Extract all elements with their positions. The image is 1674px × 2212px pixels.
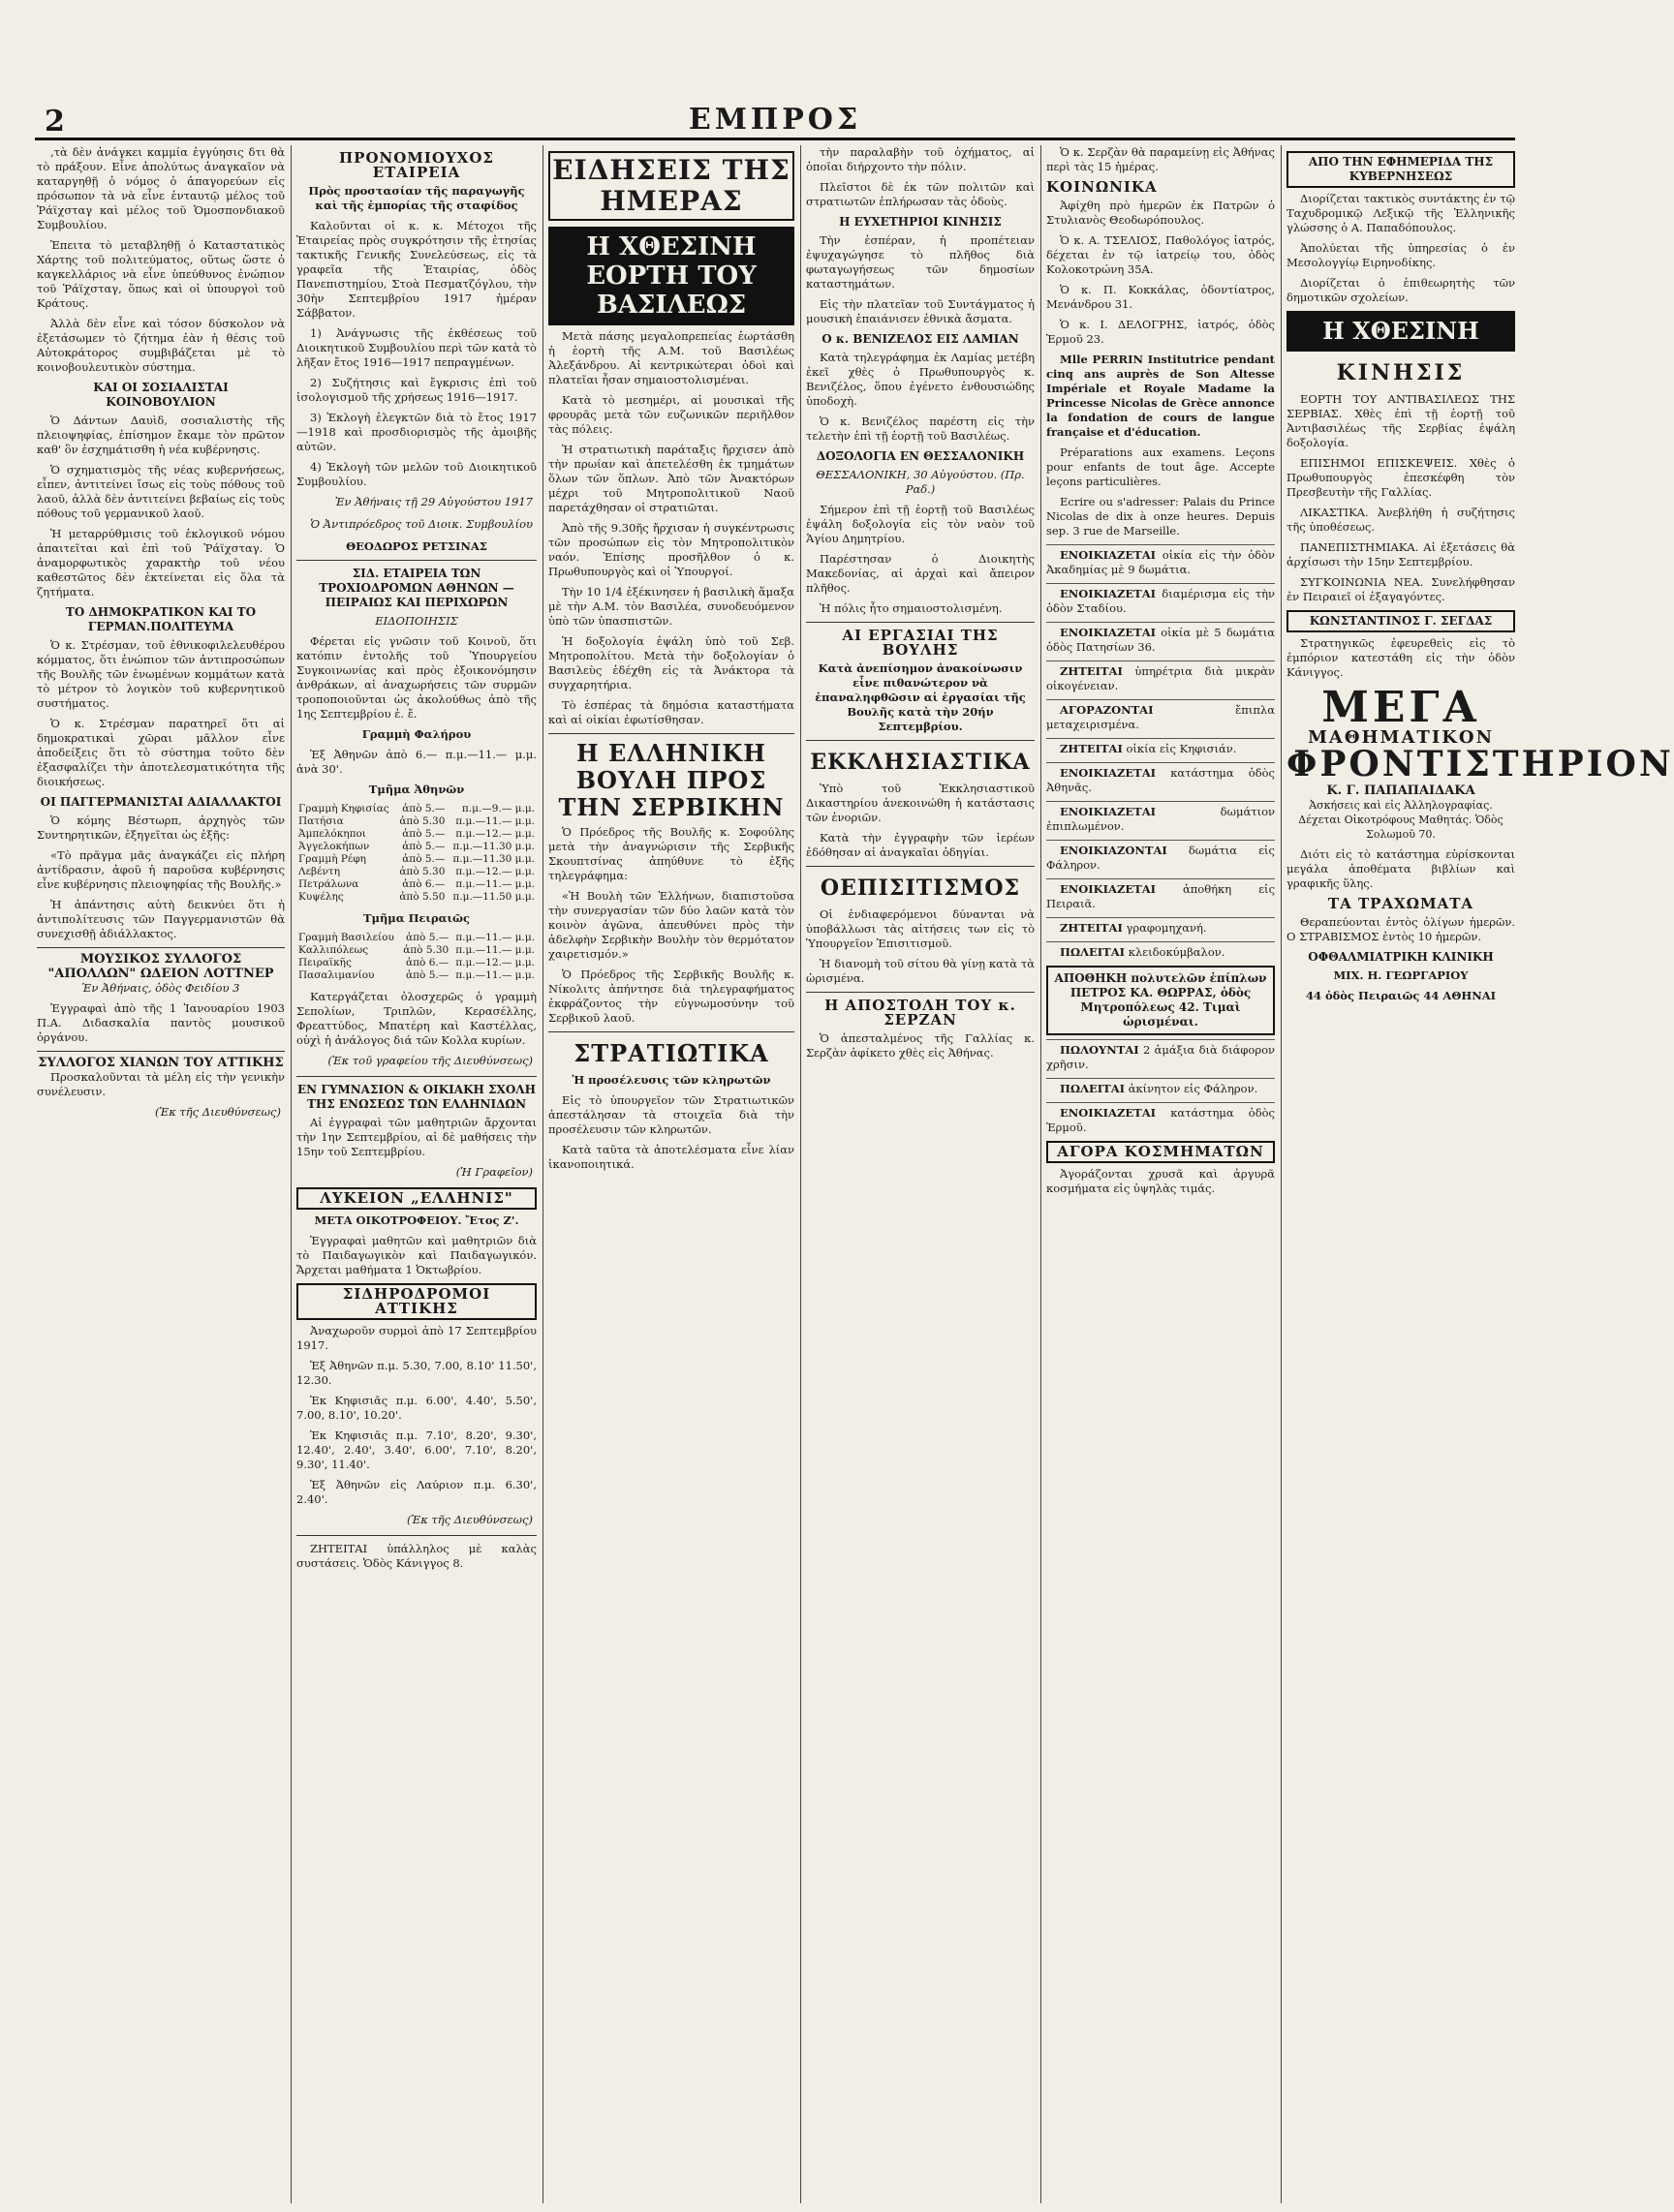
- ad-signature: (Ἐκ τῆς Διευθύνσεως): [154, 1105, 281, 1119]
- article-paragraph: τὴν παραλαβὴν τοῦ ὀχήματος, αἱ ὁποῖαι διήρχοντο τὴν πόλιν.: [806, 145, 1035, 173]
- french-notice: Ecrire ou s'adresser: Palais du Prince Nicolas de dix à onze heures. Depuis sep. 3 rue de Marseille.: [1046, 495, 1275, 538]
- classified-ad-keyword: ΕΝΟΙΚΙΑΖΕΤΑΙ: [1060, 548, 1156, 562]
- classified-ad-text: δωμάτια εἰς Φάληρον.: [1046, 844, 1275, 872]
- article-paragraph: Ὁ κ. Σερζὰν θὰ παραμείνῃ εἰς Ἀθήνας περὶ τὰς 15 ἡμέρας.: [1046, 145, 1275, 173]
- article-paragraph: Εἰς τὴν πλατεῖαν τοῦ Συντάγματος ἡ μουσικὴ ἐπαιάνισεν ἐθνικὰ ἄσματα.: [806, 297, 1035, 325]
- classified-ad: [1046, 1039, 1275, 1072]
- divider: [296, 1535, 537, 1536]
- article-paragraph: Ἀφίχθη πρὸ ἡμερῶν ἐκ Πατρῶν ὁ Στυλιανὸς Θεοδωρόπουλος.: [1046, 199, 1275, 227]
- timetable-cell: ἀπὸ 6.—: [402, 878, 446, 890]
- article-heading: ΣΙΔΗΡΟΔΡΟΜΟΙ ΑΤΤΙΚΗΣ: [296, 1283, 537, 1320]
- classified-ad: [1046, 941, 1275, 960]
- divider: [548, 733, 794, 734]
- article-paragraph: Κατεργάζεται ὁλοσχερῶς ὁ γραμμὴ Σεπολίων, Τριπλῶν, Κερασέλλης, Φρεαττύδος, Μπατέρη καὶ Καστέλλας, οὐχὶ ἡ ἀνάλογος διά τῶν Κολλα κυρίων.: [296, 990, 537, 1047]
- timetable-cell: ἀπὸ 5.—: [402, 828, 446, 840]
- timetable-cell: Πετράλωνα: [298, 878, 359, 890]
- article-paragraph: Κατὰ τὴν ἐγγραφὴν τῶν ἱερέων ἐδόθησαν αἱ ἀναγκαῖαι ὁδηγίαι.: [806, 831, 1035, 859]
- french-notice: Mlle PERRIN Institutrice pendant cinq ans auprès de Son Altesse Impériale et Royale Madame la Princesse Nicolas de Grèce annonce la fondation de cours de langue française et d'éducation.: [1046, 353, 1275, 439]
- ad-title: ΣΥΛΛΟΓΟΣ ΧΙΑΝΩΝ ΤΟΥ ΑΤΤΙΚΗΣ: [38, 1056, 284, 1070]
- classified-ad: [1046, 762, 1275, 795]
- article-paragraph: Εἰς τὸ ὑπουργεῖον τῶν Στρατιωτικῶν ἀπεστάλησαν τὰ στοιχεῖα διὰ τὴν προσέλευσιν τῶν κληρωτῶν.: [548, 1093, 794, 1136]
- ad-text: Προσκαλοῦνται τὰ μέλη εἰς τὴν γενικὴν συνέλευσιν.: [37, 1070, 285, 1098]
- page-number: 2: [45, 105, 65, 138]
- timetable-cell: Ἀμπελόκηποι: [298, 828, 366, 840]
- address: 44 ὁδὸς Πειραιῶς 44 ΑΘΗΝΑΙ: [1305, 989, 1497, 1002]
- article-heading: ΟΕΠΙΣΙΤΙΣΜΟΣ: [820, 876, 1021, 901]
- timetable-cell: π.μ.—11.— μ.μ.: [455, 944, 535, 956]
- article-paragraph: Διορίζεται ὁ ἐπιθεωρητὴς τῶν δημοτικῶν σχολείων.: [1286, 276, 1515, 304]
- ad-text: Ἀσκήσεις καὶ εἰς Ἀλληλογραφίας. Δέχεται Οἰκοτρόφους Μαθητάς. Ὁδὸς Σολωμοῦ 70.: [1298, 799, 1504, 841]
- timetable-cell: ἀπὸ 5.—: [402, 853, 446, 865]
- ad-word: ΦΡΟΝΤΙΣΤΗΡΙΟΝ: [1286, 744, 1674, 784]
- article-paragraph: Ἡ διανομὴ τοῦ σίτου θὰ γίνῃ κατὰ τὰ ὡρισμένα.: [806, 957, 1035, 985]
- classified-ad-keyword: ΕΝΟΙΚΙΑΖΕΤΑΙ: [1060, 587, 1156, 600]
- article-paragraph: Παρέστησαν ὁ Διοικητὴς Μακεδονίας, αἱ ἀρχαὶ καὶ ἄπειρον πλῆθος.: [806, 552, 1035, 595]
- classified-ad-text: γραφομηχανή.: [1126, 921, 1207, 935]
- article-heading: ΤΟ ΔΗΜΟΚΡΑΤΙΚΟΝ ΚΑΙ ΤΟ ΓΕΡΜΑΝ.ΠΟΛΙΤΕΥΜΑ: [65, 605, 257, 633]
- timetable-cell: Γραμμὴ Βασιλείου: [298, 932, 394, 943]
- timetable-cell: Λεβέντη: [298, 866, 341, 877]
- article-heading: ΟΦΘΑΛΜΙΑΤΡΙΚΗ ΚΛΙΝΙΚΗ: [1308, 950, 1494, 964]
- classified-ad: [1046, 699, 1275, 732]
- timetable-cell: π.μ.—12.— μ.μ.: [455, 866, 535, 877]
- ad-title: ΜΟΥΣΙΚΟΣ ΣΥΛΛΟΓΟΣ "ΑΠΟΛΛΩΝ" ΩΔΕΙΟΝ ΛΟΤΤΝΕΡ: [47, 952, 274, 981]
- classified-ad: [1046, 801, 1275, 834]
- article-paragraph: 1) Ἀνάγνωσις τῆς ἐκθέσεως τοῦ Διοικητικοῦ Συμβουλίου περὶ τῶν κατὰ τὸ λῆξαν ἔτος 1916—1917 πεπραγμένων.: [296, 326, 537, 369]
- classified-ad-text: ἀποθήκη εἰς Πειραιᾶ.: [1046, 882, 1276, 910]
- article-paragraph: Ὁ κ. Βενιζέλος παρέστη εἰς τὴν τελετὴν ἐπὶ τῇ ἑορτῇ τοῦ Βασιλέως.: [806, 415, 1035, 443]
- article-paragraph: Ἐγγραφαὶ μαθητῶν καὶ μαθητριῶν διὰ τὸ Παιδαγωγικὸν καὶ Παιδαγωγικόν. Ἄρχεται μαθήματα 1 Ὀκτωβρίου.: [296, 1234, 537, 1276]
- article-paragraph: Ἡ μεταρρύθμισις τοῦ ἐκλογικοῦ νόμου ἀπαιτεῖται καὶ ἐπὶ τοῦ Ῥάϊχσταγ. Ὁ ἀναμορφωτικὸς χαρακτὴρ τοῦ νέου καθεστῶτος δὲν ἐκτείνεται εἰς ὅλα τὰ ζητήματα.: [37, 527, 285, 599]
- article-paragraph: ΠΑΝΕΠΙΣΤΗΜΙΑΚΑ. Αἱ ἐξετάσεις θὰ ἀρχίσωσι τὴν 15ην Σεπτεμβρίου.: [1286, 540, 1515, 568]
- timetable-cell: ἀπὸ 5.30: [403, 944, 450, 956]
- timetable-row: [296, 841, 537, 853]
- ad-name: Κ. Γ. ΠΑΠΑΠΑΙΔΑΚΑ: [1326, 783, 1475, 798]
- article-heading: Η ΑΠΟΣΤΟΛΗ ΤΟΥ κ. ΣΕΡΖΑΝ: [824, 997, 1016, 1029]
- signature-title: Ὁ Ἀντιπρόεδρος τοῦ Διοικ. Συμβουλίου: [310, 517, 533, 531]
- furniture-ad: ΑΠΟΘΗΚΗ πολυτελῶν ἐπίπλων ΠΕΤΡΟΣ ΚΑ. ΘΩΡΡΑΣ, ὁδὸς Μητροπόλεως 42. Τιμαὶ ὡρισμέναι.: [1046, 966, 1275, 1035]
- classified-ad-keyword: ΕΝΟΙΚΙΑΖΕΤΑΙ: [1060, 805, 1156, 818]
- article-paragraph: Καλοῦνται οἱ κ. κ. Μέτοχοι τῆς Ἑταιρείας πρὸς συγκρότησιν τῆς ἐτησίας τακτικῆς Γενικῆς Συνελεύσεως, εἰς τὰ γραφεῖα τῆς Ἑταιρίας, ὁδὸς Πανεπιστημίου, Στοὰ Πεσματζόγλου, τὴν 30ὴν Σεπτεμβρίου 1917 ἡμέραν Σάββατον.: [296, 219, 537, 320]
- timetable-line: Ἐξ Ἀθηνῶν εἰς Λαύριον π.μ. 6.30', 2.40'.: [296, 1478, 537, 1506]
- article-paragraph: Οἱ ἐνδιαφερόμενοι δύνανται νὰ ὑποβάλλωσι τὰς αἰτήσεις των εἰς τὸ Ὑπουργεῖον Ἐπισιτισμοῦ.: [806, 907, 1035, 950]
- article-subheading: Ἡ προσέλευσις τῶν κληρωτῶν: [572, 1073, 771, 1087]
- classified-ad: [1046, 1078, 1275, 1096]
- classified-ad-keyword: ΕΝΟΙΚΙΑΖΟΝΤΑΙ: [1060, 844, 1167, 857]
- article-subheading: ΕΙΔΟΠΟΙΗΣΙΣ: [375, 614, 458, 628]
- classified-ad-keyword: ΖΗΤΕΙΤΑΙ: [1060, 664, 1123, 678]
- line-heading: Τμῆμα Πειραιῶς: [362, 911, 471, 925]
- classified-ad: [1046, 622, 1275, 655]
- article-paragraph: ΕΠΙΣΗΜΟΙ ΕΠΙΣΚΕΨΕΙΣ. Χθὲς ὁ Πρωθυπουργὸς ἐπεσκέφθη τὸν Πρεσβευτὴν τῆς Γαλλίας.: [1286, 456, 1515, 499]
- article-subheading: ΜΙΧ. Η. ΓΕΩΡΓΑΡΙΟΥ: [1333, 968, 1469, 982]
- timetable-line: Ἐκ Κηφισιᾶς π.μ. 7.10', 8.20', 9.30', 12.40', 2.40', 3.40', 6.00', 7.10', 8.20', 9.30', 11.40'.: [296, 1429, 537, 1471]
- article-heading: ΤΑ ΤΡΑΧΩΜΑΤΑ: [1327, 895, 1474, 912]
- timetable-cell: Γραμμὴ Κηφισίας: [298, 803, 389, 814]
- article-paragraph: Ἀπολύεται τῆς ὑπηρεσίας ὁ ἐν Μεσολογγίῳ Ειρηνοδίκης.: [1286, 241, 1515, 269]
- classified-ad-keyword: ΠΩΛΟΥΝΤΑΙ: [1060, 1043, 1139, 1057]
- advertisement: [37, 1051, 285, 1120]
- timetable-cell: Πασαλιμανίου: [298, 969, 375, 981]
- classified-ads: [1046, 544, 1275, 960]
- timetable-cell: ἀπὸ 5.30: [399, 866, 446, 877]
- article-heading: ΑΙ ΕΡΓΑΣΙΑΙ ΤΗΣ ΒΟΥΛΗΣ: [842, 627, 999, 659]
- timetable-cell: π.μ.—12.— μ.μ.: [455, 828, 535, 840]
- masthead-rule: [35, 138, 1515, 140]
- article-heading: ΕΝ ΓΥΜΝΑΣΙΟΝ & ΟΙΚΙΑΚΗ ΣΧΟΛΗ ΤΗΣ ΕΝΩΣΕΩΣ ΤΩΝ ΕΛΛΗΝΙΔΩΝ: [297, 1083, 536, 1111]
- classified-ad-keyword: ΕΝΟΙΚΙΑΖΕΤΑΙ: [1060, 766, 1156, 780]
- divider: [806, 866, 1035, 867]
- ad-word: ΜΑΘΗΜΑΤΙΚΟΝ: [1307, 727, 1495, 748]
- classified-ads: [1046, 1039, 1275, 1135]
- article-paragraph: Στρατηγικῶς ἐφευρεθεὶς εἰς τὸ ἐμπόριον κατεστάθη εἰς τὴν ὁδὸν Κάνιγγος.: [1286, 636, 1515, 679]
- timetable-line: Ἐξ Ἀθηνῶν π.μ. 5.30, 7.00, 8.10' 11.50', 12.30.: [296, 1359, 537, 1387]
- classified-ad: [1046, 878, 1275, 911]
- classified-ad-keyword: ΑΓΟΡΑΖΟΝΤΑΙ: [1060, 703, 1154, 717]
- classified-ad: [1046, 917, 1275, 936]
- column-2: [296, 145, 537, 2203]
- article-paragraph: ΕΟΡΤΗ ΤΟΥ ΑΝΤΙΒΑΣΙΛΕΩΣ ΤΗΣ ΣΕΡΒΙΑΣ. Χθὲς ἐπὶ τῇ ἑορτῇ τοῦ Ἀντιβασιλέως τῆς Σερβίας ἐψάλη δοξολογία.: [1286, 392, 1515, 449]
- classified-ad-text: οἰκία εἰς Κηφισιάν.: [1126, 742, 1237, 755]
- classified-ad-text: δωμάτιον ἐπιπλωμένον.: [1046, 805, 1275, 833]
- classified-ad-text: οἰκία μὲ 5 δωμάτια ὁδὸς Πατησίων 36.: [1046, 626, 1275, 654]
- classified-ad-text: διαμέρισμα εἰς τὴν ὁδὸν Σταδίου.: [1046, 587, 1276, 615]
- classified-ad-text: οἰκία εἰς τὴν ὁδὸν Ἀκαδημίας μὲ 9 δωμάτια.: [1046, 548, 1275, 576]
- classified-ad-text: 2 ἁμάξια διὰ διάφορον χρῆσιν.: [1046, 1043, 1276, 1071]
- ad-text: Ἀγοράζονται χρυσᾶ καὶ ἀργυρᾶ κοσμήματα εἰς ὑψηλὰς τιμάς.: [1046, 1167, 1275, 1195]
- article-paragraph: Τὸ ἑσπέρας τὰ δημόσια καταστήματα καὶ αἱ οἰκίαι ἐφωτίσθησαν.: [548, 698, 794, 726]
- article-paragraph: 2) Συζήτησις καὶ ἔγκρισις ἐπὶ τοῦ ἰσολογισμοῦ τῆς χρήσεως 1916—1917.: [296, 376, 537, 404]
- column-6: [1286, 145, 1674, 2203]
- section-banner: ΕΙΔΗΣΕΙΣ ΤΗΣ ΗΜΕΡΑΣ: [548, 151, 794, 221]
- classified-ad-text: κλειδοκύμβαλον.: [1128, 945, 1225, 959]
- article-dateline: ΘΕΣΣΑΛΟΝΙΚΗ, 30 Αὐγούστου. (Πρ. Ραδ.): [816, 468, 1025, 496]
- article-paragraph: Ὁ κ. Στρέσμαν, τοῦ ἐθνικοφιλελευθέρου κόμματος, ὅτι ἐνώπιον τῶν ἀντιπροσώπων τῆς Βουλῆς τῶν ἑνωμένων κομμάτων κατὰ τὸ μέτρον τὸ λογικὸν τοῦ κυβερνητικοῦ συστήματος.: [37, 638, 285, 710]
- timetable-row: [296, 944, 537, 957]
- article-paragraph: ΣΥΓΚΟΙΝΩΝΙΑ ΝΕΑ. Συνελήφθησαν ἐν Πειραιεῖ οἱ ἐξαγαγόντες.: [1286, 575, 1515, 603]
- timetable-row: [296, 969, 537, 982]
- article-paragraph: Πλεῖστοι δὲ ἐκ τῶν πολιτῶν καὶ στρατιωτῶν ἐπλήρωσαν τὰς ὁδοὺς.: [806, 180, 1035, 208]
- divider: [806, 740, 1035, 741]
- ad-subtitle: Ἐν Ἀθήναις, ὁδὸς Φειδίου 3: [81, 981, 240, 995]
- column-divider: [1040, 145, 1041, 2203]
- divider: [548, 1031, 794, 1032]
- article-subheading: Πρὸς προστασίαν τῆς παραγωγῆς καὶ τῆς ἐμπορίας τῆς σταφίδος: [308, 184, 525, 212]
- timetable-cell: π.μ.—11.30 μ.μ.: [452, 853, 535, 865]
- article-heading: Η ΕΥΧΕΤΗΡΙΟΙ ΚΙΝΗΣΙΣ: [839, 215, 1002, 229]
- classified-ad-text: ἀκίνητον εἰς Φάληρον.: [1128, 1082, 1258, 1095]
- article-paragraph: Ἡ πόλις ἦτο σημαιοστολισμένη.: [820, 601, 1003, 615]
- article-heading: ΛΥΚΕΙΟΝ „ΕΛΛΗΝΙΣ": [296, 1187, 537, 1210]
- timetable-cell: π.μ.—11.— μ.μ.: [455, 815, 535, 827]
- timetable-row: [296, 932, 537, 944]
- timetable-row: [296, 828, 537, 841]
- classified-ad-keyword: ΕΝΟΙΚΙΑΖΕΤΑΙ: [1060, 1106, 1156, 1120]
- article-paragraph: Ὁ κ. Στρέσμαν παρατηρεῖ ὅτι αἱ δημοκρατικαὶ χῶραι μᾶλλον εἶνε ἀποδείξεις ὅτι τὸ σύστημα τοῦτο δὲν ἐξασφαλίζει τὴν ἀποτελεσματικότητα τῆς διοικήσεως.: [37, 717, 285, 788]
- section-banner: ΚΙΝΗΣΙΣ: [1336, 360, 1466, 385]
- classified-ad-text: ἔπιπλα μεταχειρισμένα.: [1046, 703, 1275, 731]
- article-heading: ΔΟΞΟΛΟΓΙΑ ΕΝ ΘΕΣΣΑΛΟΝΙΚΗ: [816, 449, 1025, 463]
- timetable: [296, 803, 537, 904]
- timetable-cell: Ἀγγελοκήπων: [298, 841, 370, 852]
- article-paragraph: Ὁ κόμης Βέστωρπ, ἀρχηγὸς τῶν Συντηρητικῶν, ἐξηγεῖται ὡς ἑξῆς:: [37, 814, 285, 842]
- classified-ad-keyword: ΕΝΟΙΚΙΑΖΕΤΑΙ: [1060, 882, 1156, 896]
- classified-ad-text: κατάστημα ὁδὸς Ἑρμοῦ.: [1046, 1106, 1276, 1134]
- timetable-cell: Γραμμὴ Ρέφη: [298, 853, 366, 865]
- timetable: [296, 932, 537, 982]
- article-paragraph: 4) Ἐκλογὴ τῶν μελῶν τοῦ Διοικητικοῦ Συμβουλίου.: [296, 460, 537, 488]
- article-paragraph: Κατὰ τηλεγράφημα ἐκ Λαμίας μετέβη ἐκεῖ χθὲς ὁ Πρωθυπουργὸς κ. Βενιζέλος, ὅπου ἐγένετο ἐνθουσιώδης ὑποδοχὴ.: [806, 351, 1035, 408]
- timetable-cell: ἀπὸ 5.—: [402, 803, 446, 814]
- classified-ad-text: κατάστημα ὁδὸς Ἀθηνᾶς.: [1046, 766, 1276, 794]
- column-4: [806, 145, 1035, 2203]
- classified-ad-text: ὑπηρέτρια διὰ μικρὰν οἰκογένειαν.: [1046, 664, 1275, 692]
- masthead: [35, 101, 1515, 138]
- column-divider: [800, 145, 801, 2203]
- timetable-cell: ἀπὸ 5.30: [399, 815, 446, 827]
- article-paragraph: 3) Ἐκλογὴ ἐλεγκτῶν διὰ τὸ ἔτος 1917—1918 καὶ προσδιορισμὸς τῆς ἀμοιβῆς αὐτῶν.: [296, 411, 537, 453]
- article-paragraph: «Τὸ πρᾶγμα μᾶς ἀναγκάζει εἰς πλήρη ἀντίδρασιν, ἀφοῦ ἡ παροῦσα κυβέρνησις εἶνε κυβέρνησις πλειοψηφίας τῆς Βουλῆς.»: [37, 848, 285, 891]
- article-paragraph: Ὑπὸ τοῦ Ἐκκλησιαστικοῦ Δικαστηρίου ἀνεκοινώθη ἡ κατάστασις τῶν ἐνοριῶν.: [806, 782, 1035, 824]
- timetable-cell: Πατήσια: [298, 815, 344, 827]
- article-paragraph: Σήμερον ἐπὶ τῇ ἑορτῇ τοῦ Βασιλέως ἐψάλη δοξολογία εἰς τὸν ναὸν τοῦ Ἁγίου Δημητρίου.: [806, 503, 1035, 545]
- signature: (Ἡ Γραφεῖον): [455, 1165, 533, 1179]
- article-paragraph: ,τὰ δὲν ἀνάγκει καμμία ἐγγύησις δτι θὰ τὸ πράξουν. Εἶνε ἀπολύτως ἀναγκαῖον νὰ καταργηθῇ ὁ νόμος ὁ ἀπαγορεύων εἰς πρόσωπον τὰ νὰ εἶνε ἐνταυτῷ μέλος τοῦ Ῥάϊχσταγ καὶ μέλος τοῦ Ὁμοσπονδιακοῦ Συμβουλίου.: [37, 145, 285, 231]
- article-paragraph: Ὁ ἀπεσταλμένος τῆς Γαλλίας κ. Σερζὰν ἀφίκετο χθὲς εἰς Ἀθήνας.: [806, 1031, 1035, 1060]
- article-paragraph: Ὁ Δάντων Δαυὶδ, σοσιαλιστὴς τῆς πλειοψηφίας, ἐπίσημον ἔκαμε τὸν πρῶτον καθ' ὃν ἐσχημάτισθη ἡ νέα κυβέρνησις.: [37, 414, 285, 456]
- timetable-row: [296, 815, 537, 828]
- advertisement: [37, 947, 285, 1045]
- signature: (Ἐκ τῆς Διευθύνσεως): [406, 1513, 533, 1526]
- tutoring-ad: [1286, 683, 1674, 842]
- timetable-cell: π.μ.—11.50 μ.μ.: [452, 891, 535, 903]
- article-paragraph: Ἐπειτα τὸ μεταβληθῇ ὁ Καταστατικὸς Χάρτης τοῦ πολιτεύματος, οὕτως ὥστε ὁ καγκελλάριος νὰ εἶνε ὑπεύθυνος ἐνώπιον τοῦ Ῥάϊχσταγ, ὅπως καὶ οἱ ὑπουργοὶ τοῦ Κράτους.: [37, 238, 285, 310]
- timetable-cell: π.μ.—11.— μ.μ.: [455, 932, 535, 943]
- article-heading: ΠΡΟΝΟΜΙΟΥΧΟΣ ΕΤΑΙΡΕΙΑ: [339, 149, 494, 181]
- column-divider: [1281, 145, 1282, 2203]
- paper-name: ΕΜΠΡΟΣ: [688, 103, 862, 137]
- article-heading: ΣΤΡΑΤΙΩΤΙΚΑ: [574, 1039, 769, 1067]
- article-paragraph: Ὁ σχηματισμὸς τῆς νέας κυβερνήσεως, εἶπεν, ἀντιτείνει ἴσως εἰς τοὺς πόθους τοῦ λαοῦ, ἀλλὰ δὲν ἀντιτείνει βεβαίως εἰς τοὺς πόθους τοῦ γερμανικοῦ λαοῦ.: [37, 463, 285, 520]
- article-paragraph: Θεραπεύονται ἐντὸς ὀλίγων ἡμερῶν. Ο ΣΤΡΑΒΙΣΜΟΣ ἐντὸς 10 ἡμερῶν.: [1286, 915, 1515, 943]
- timetable-row: [296, 957, 537, 969]
- classified-ad-keyword: ΠΩΛΕΙΤΑΙ: [1060, 1082, 1126, 1095]
- article-paragraph: «Ἡ Βουλὴ τῶν Ἑλλήνων, διαπιστοῦσα τὴν συνεργασίαν τῶν δύο λαῶν κατὰ τὸν κοινὸν ἀγῶνα, ἀπευθύνει πρὸς τὴν ἀδελφὴν Σερβικὴν Βουλὴν τὸν θερμότατον χαιρετισμόν.»: [548, 889, 794, 961]
- timetable-cell: ἀπὸ 5.—: [406, 932, 450, 943]
- timetable-row: [296, 803, 537, 815]
- divider: [296, 560, 537, 561]
- article-paragraph: Μετὰ πάσης μεγαλοπρεπείας ἑωρτάσθη ἡ ἑορτὴ τῆς Α.Μ. τοῦ Βασιλέως Ἀλεξάνδρου. Αἱ κεντρικώτεραι ὁδοὶ καὶ πλατεῖαι ἦσαν σημαιοστολισμέναι.: [548, 329, 794, 386]
- signature: (Ἐκ τοῦ γραφείου τῆς Διευθύνσεως): [327, 1054, 533, 1067]
- timetable-row: [296, 866, 537, 878]
- signature-date: Ἐν Ἀθήναις τῇ 29 Αὐγούστου 1917: [334, 495, 533, 508]
- timetable-row: [296, 853, 537, 866]
- divider: [806, 992, 1035, 993]
- article-heading: ΟΙ ΠΑΓΓΕΡΜΑΝΙΣΤΑΙ ΑΔΙΑΛΛΑΚΤΟΙ: [40, 795, 282, 809]
- article-paragraph: Διότι εἰς τὸ κατάστημα εὑρίσκονται μεγάλα ἀποθέματα βιβλίων καὶ γραφικῆς ὕλης.: [1286, 847, 1515, 890]
- article-subheading: Κατὰ ἀνεπίσημον ἀνακοίνωσιν εἶνε πιθανώτερον νὰ ἐπαναληφθῶσιν αἱ ἐργασίαι τῆς Βουλῆς κατὰ τὴν 20ήν Σεπτεμβρίου.: [815, 661, 1026, 733]
- timetable-cell: π.μ.—11.— μ.μ.: [455, 969, 535, 981]
- classified-ad-keyword: ΖΗΤΕΙΤΑΙ: [1060, 742, 1123, 755]
- timetable-cell: π.μ.—12.— μ.μ.: [455, 957, 535, 968]
- article-paragraph: Τὴν ἑσπέραν, ἡ προπέτειαν ἐψυχαγώγησε τὸ πλῆθος διὰ φωταγωγήσεως τῶν δημοσίων καταστημάτων.: [806, 233, 1035, 291]
- section-banner: Η ΧΘΕΣΙΝΗ: [1286, 311, 1515, 352]
- timetable-cell: π.μ.—11.— μ.μ.: [455, 878, 535, 890]
- article-paragraph: Φέρεται εἰς γνῶσιν τοῦ Κοινοῦ, ὅτι κατόπιν ἐντολῆς τοῦ Ὑπουργείου Συγκοινωνίας καὶ πρὸς ἐξοικονόμησιν ἀνθράκων, αἱ ἀναχωρήσεις τῶν συρμῶν τροποποιοῦνται ὡς ἀκολούθως ἀπὸ τῆς 1ης Σεπτεμβρίου ἐ. ἔ.: [296, 634, 537, 721]
- article-heading: ΚΩΝΣΤΑΝΤΙΝΟΣ Γ. ΣΕΓΔΑΣ: [1286, 610, 1515, 632]
- article-heading: Ο κ. ΒΕΝΙΖΕΛΟΣ ΕΙΣ ΛΑΜΙΑΝ: [822, 332, 1019, 346]
- article-paragraph: Ἀπὸ τῆς 9.30ῆς ἤρχισαν ἡ συγκέντρωσις τῶν προσώπων εἰς τὸν Μητροπολιτικὸν ναόν. Ἐπίσης προσῆλθον ὁ κ. Πρωθυπουργὸς καὶ οἱ Ὑπουργοί.: [548, 521, 794, 578]
- timetable-line: Ἐκ Κηφισιᾶς π.μ. 6.00', 4.40', 5.50', 7.00, 8.10', 10.20'.: [296, 1394, 537, 1422]
- signature-name: ΘΕΟΔΩΡΟΣ ΡΕΤΣΙΝΑΣ: [346, 539, 487, 553]
- french-notice: Préparations aux examens. Leçons pour enfants de tout âge. Accepte leçons particulières.: [1046, 445, 1275, 488]
- classified-ad: [1046, 661, 1275, 693]
- article-paragraph: Ἐξ Ἀθηνῶν ἀπὸ 6.— π.μ.—11.— μ.μ. ἀνὰ 30'.: [296, 748, 537, 776]
- article-paragraph: Τὴν 10 1/4 ἐξέκινησεν ἡ βασιλικὴ ἅμαξα μὲ τὴν Α.Μ. τὸν Βασιλέα, συνοδευόμενον ὑπὸ τῶν ὑπασπιστῶν.: [548, 585, 794, 628]
- classified-ad: [1046, 583, 1275, 616]
- column-divider: [291, 145, 292, 2203]
- timetable-cell: Καλλιπόλεως: [298, 944, 369, 956]
- timetable-cell: π.μ.—9.— μ.μ.: [461, 803, 535, 814]
- ad-text: Ἐγγραφαὶ ἀπὸ τῆς 1 Ἰανουαρίου 1903 Π.Α. Διδασκαλία παντὸς μουσικοῦ ὀργάνου.: [37, 1001, 285, 1044]
- line-heading: Τμῆμα Ἀθηνῶν: [368, 783, 465, 796]
- timetable-cell: ἀπὸ 5.—: [406, 969, 450, 981]
- timetable-cell: π.μ.—11.30 μ.μ.: [452, 841, 535, 852]
- jewelry-ad-title: ΑΓΟΡΑ ΚΟΣΜΗΜΑΤΩΝ: [1046, 1141, 1275, 1163]
- article-paragraph: Ὁ Πρόεδρος τῆς Βουλῆς κ. Σοφούλης μετὰ τὴν ἀναγνώρισιν τῆς Σερβικῆς Σκουπτσίνας ἀπηύθυνε τὸ ἑξῆς τηλεγράφημα:: [548, 825, 794, 882]
- article-heading: ΚΟΙΝΩΝΙΚΑ: [1046, 178, 1158, 196]
- article-heading: ΕΚΚΛΗΣΙΑΣΤΙΚΑ: [810, 750, 1031, 775]
- column-1: [37, 145, 285, 2203]
- article-heading: ΚΑΙ ΟΙ ΣΟΣΙΑΛΙΣΤΑΙ ΚΟΙΝΟΒΟΥΛΙΟΝ: [93, 381, 229, 409]
- divider: [296, 1076, 537, 1077]
- classified-ad: [1046, 738, 1275, 756]
- article-paragraph: Ἡ ἀπάντησις αὐτὴ δεικνύει ὅτι ἡ ἀντιπολίτευσις τῶν Παγγερμανιστῶν θὰ συνεχισθῇ ἀδιάλλακτος.: [37, 898, 285, 940]
- article-paragraph: Ἀλλὰ δὲν εἶνε καὶ τόσον δύσκολον νὰ ἐξετάσωμεν τὸ ζήτημα ἐὰν ἡ θέσις τοῦ Αὐτοκράτορος συμβιβάζεται μὲ τὸ κοινοβουλευτικὸν σύστημα.: [37, 317, 285, 374]
- article-paragraph: Αἱ ἐγγραφαὶ τῶν μαθητριῶν ἄρχονται τὴν 1ην Σεπτεμβρίου, αἱ δὲ μαθήσεις τὴν 15ην τοῦ Σεπτεμβρίου.: [296, 1116, 537, 1158]
- ad-text: ΖΗΤΕΙΤΑΙ ὑπάλληλος μὲ καλὰς συστάσεις. Ὁδὸς Κάνιγγος 8.: [296, 1542, 537, 1570]
- timetable-cell: Πειραϊκῆς: [298, 957, 352, 968]
- ad-word: ΜΕΓΑ: [1321, 683, 1480, 732]
- article-paragraph: Ἀναχωροῦν συρμοὶ ἀπὸ 17 Σεπτεμβρίου 1917.: [296, 1324, 537, 1352]
- column-5: [1046, 145, 1275, 2203]
- article-paragraph: Ὁ κ. Α. ΤΣΕΛΙΟΣ, Παθολόγος ἰατρός, δέχεται ἐν τῷ ἰατρείῳ του, ὁδὸς Κολοκοτρώνη 35Α.: [1046, 233, 1275, 276]
- article-paragraph: Διορίζεται τακτικὸς συντάκτης ἐν τῷ Ταχυδρομικῷ Λεξικῷ τῆς Ἑλληνικῆς γλώσσης ὁ Α. Παπαδόπουλος.: [1286, 192, 1515, 234]
- timetable-cell: ἀπὸ 5.—: [402, 841, 446, 852]
- column-3: [548, 145, 794, 2203]
- article-paragraph: Ὁ Πρόεδρος τῆς Σερβικῆς Βουλῆς κ. Νίκολιτς ἀπήντησε διὰ τηλεγραφήματος ἐκφράζοντος τὴν εὐγνωμοσύνην τοῦ Σερβικοῦ λαοῦ.: [548, 968, 794, 1025]
- timetable-row: [296, 878, 537, 891]
- timetable-cell: ἀπὸ 6.—: [406, 957, 450, 968]
- line-heading: Γραμμὴ Φαλήρου: [361, 727, 472, 741]
- classified-ad: [1046, 544, 1275, 577]
- timetable-cell: Κυψέλης: [298, 891, 344, 903]
- article-heading: Η ΕΛΛΗΝΙΚΗ ΒΟΥΛΗ ΠΡΟΣ ΤΗΝ ΣΕΡΒΙΚΗΝ: [558, 739, 785, 821]
- article-paragraph: Ἡ δοξολογία ἐψάλη ὑπὸ τοῦ Σεβ. Μητροπολίτου. Μετὰ τὴν δοξολογίαν ὁ Βασιλεὺς ἐδέχθη εἰς τὰ Ἀνάκτορα τὰ συγχαρητήρια.: [548, 634, 794, 691]
- divider: [806, 622, 1035, 623]
- article-paragraph: Ὁ κ. Ι. ΔΕΛΟΓΡΗΣ, ἰατρός, ὁδὸς Ἑρμοῦ 23.: [1046, 318, 1275, 346]
- classified-ad: [1046, 1102, 1275, 1135]
- column-divider: [542, 145, 543, 2203]
- classified-ad: [1046, 840, 1275, 873]
- article-paragraph: Ἡ στρατιωτικὴ παράταξις ἤρχισεν ἀπὸ τὴν πρωίαν καὶ ἀπετελέσθη ἐκ τμημάτων ὅλων τῶν ὅπλων. Ἀπὸ τῶν Ἀνακτόρων μέχρι τοῦ Μητροπολιτικοῦ Ναοῦ παρετάχθησαν οἱ στρατιῶται.: [548, 443, 794, 514]
- article-heading: ΑΠΟ ΤΗΝ ΕΦΗΜΕΡΙΔΑ ΤΗΣ ΚΥΒΕΡΝΗΣΕΩΣ: [1286, 151, 1515, 188]
- article-paragraph: Κατὰ ταῦτα τὰ ἀποτελέσματα εἶνε λίαν ἱκανοποιητικά.: [548, 1143, 794, 1171]
- classified-ad-keyword: ΕΝΟΙΚΙΑΖΕΤΑΙ: [1060, 626, 1156, 639]
- article-paragraph: Κατὰ τὸ μεσημέρι, αἱ μουσικαὶ τῆς φρουρᾶς μετὰ τῶν ευζωνικῶν περιῆλθον τὰς πόλεις.: [548, 393, 794, 436]
- article-paragraph: ΛΙΚΑΣΤΙΚΑ. Ἀνεβλήθη ἡ συζήτησις τῆς ὑποθέσεως.: [1286, 506, 1515, 534]
- timetable-cell: ἀπὸ 5.50: [399, 891, 446, 903]
- article-paragraph: Ὁ κ. Π. Κοκκάλας, ὀδοντίατρος, Μενάνδρου 31.: [1046, 283, 1275, 311]
- classified-ad-keyword: ΖΗΤΕΙΤΑΙ: [1060, 921, 1123, 935]
- article-subheading: ΜΕΤΑ ΟΙΚΟΤΡΟΦΕΙΟΥ. Ἔτος Ζ'.: [314, 1214, 519, 1227]
- classified-ad-keyword: ΠΩΛΕΙΤΑΙ: [1060, 945, 1126, 959]
- lead-headline: Η ΧΘΕΣΙΝΗ ΕΟΡΤΗ ΤΟΥ ΒΑΣΙΛΕΩΣ: [548, 227, 794, 325]
- article-heading: ΣΙΔ. ΕΤΑΙΡΕΙΑ ΤΩΝ ΤΡΟΧΙΟΔΡΟΜΩΝ ΑΘΗΝΩΝ — ΠΕΙΡΑΙΩΣ ΚΑΙ ΠΕΡΙΧΩΡΩΝ: [319, 567, 514, 609]
- timetable-row: [296, 891, 537, 904]
